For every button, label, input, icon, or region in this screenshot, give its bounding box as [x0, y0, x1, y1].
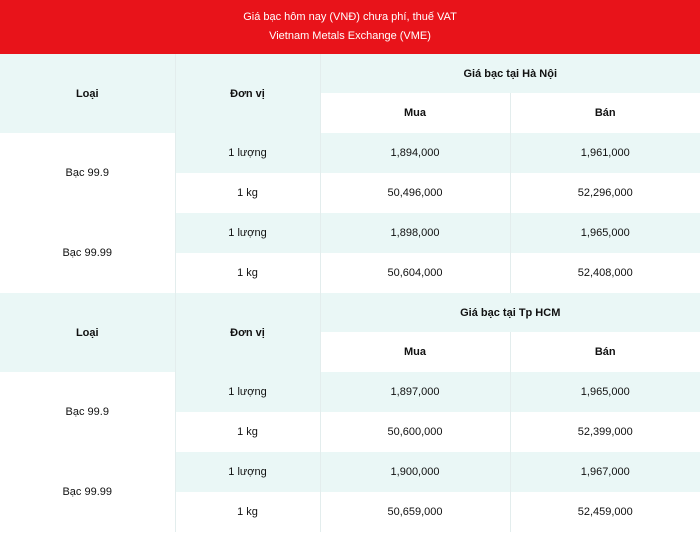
- table-header-row: [0, 54, 700, 93]
- product-name: Bạc 99.99: [0, 452, 175, 532]
- price-banner: [0, 0, 700, 54]
- silver-price-table: [0, 54, 700, 532]
- buy-price: 1,898,000: [320, 213, 510, 253]
- sell-price: 1,965,000: [510, 372, 700, 412]
- unit-cell: 1 lượng: [175, 452, 320, 492]
- header-buy: Mua: [320, 93, 510, 133]
- product-name: Bạc 99.9: [0, 133, 175, 213]
- sell-price: 1,961,000: [510, 133, 700, 173]
- table-row: [0, 213, 700, 253]
- unit-cell: 1 lượng: [175, 372, 320, 412]
- header-sell: Bán: [510, 332, 700, 372]
- header-region: Giá bạc tại Tp HCM: [320, 293, 700, 332]
- unit-cell: 1 kg: [175, 412, 320, 452]
- sell-price: 52,296,000: [510, 173, 700, 213]
- header-buy: Mua: [320, 332, 510, 372]
- header-type: Loại: [0, 293, 175, 372]
- header-sell: Bán: [510, 93, 700, 133]
- table-row: [0, 372, 700, 412]
- header-unit: Đơn vị: [175, 293, 320, 372]
- table-row: [0, 133, 700, 173]
- buy-price: 1,897,000: [320, 372, 510, 412]
- buy-price: 1,894,000: [320, 133, 510, 173]
- banner-title: Giá bạc hôm nay (VNĐ) chưa phí, thuế VAT: [243, 11, 457, 23]
- table-row: [0, 452, 700, 492]
- product-name: Bạc 99.9: [0, 372, 175, 452]
- banner-subtitle: Vietnam Metals Exchange (VME): [269, 30, 431, 42]
- unit-cell: 1 lượng: [175, 213, 320, 253]
- unit-cell: 1 kg: [175, 173, 320, 213]
- buy-price: 50,659,000: [320, 492, 510, 532]
- sell-price: 1,965,000: [510, 213, 700, 253]
- unit-cell: 1 kg: [175, 253, 320, 293]
- header-type: Loại: [0, 54, 175, 133]
- sell-price: 1,967,000: [510, 452, 700, 492]
- product-name: Bạc 99.99: [0, 213, 175, 293]
- unit-cell: 1 lượng: [175, 133, 320, 173]
- buy-price: 50,496,000: [320, 173, 510, 213]
- sell-price: 52,459,000: [510, 492, 700, 532]
- unit-cell: 1 kg: [175, 492, 320, 532]
- buy-price: 1,900,000: [320, 452, 510, 492]
- header-region: Giá bạc tại Hà Nội: [320, 54, 700, 93]
- header-unit: Đơn vị: [175, 54, 320, 133]
- table-header-row: [0, 293, 700, 332]
- sell-price: 52,408,000: [510, 253, 700, 293]
- sell-price: 52,399,000: [510, 412, 700, 452]
- buy-price: 50,604,000: [320, 253, 510, 293]
- buy-price: 50,600,000: [320, 412, 510, 452]
